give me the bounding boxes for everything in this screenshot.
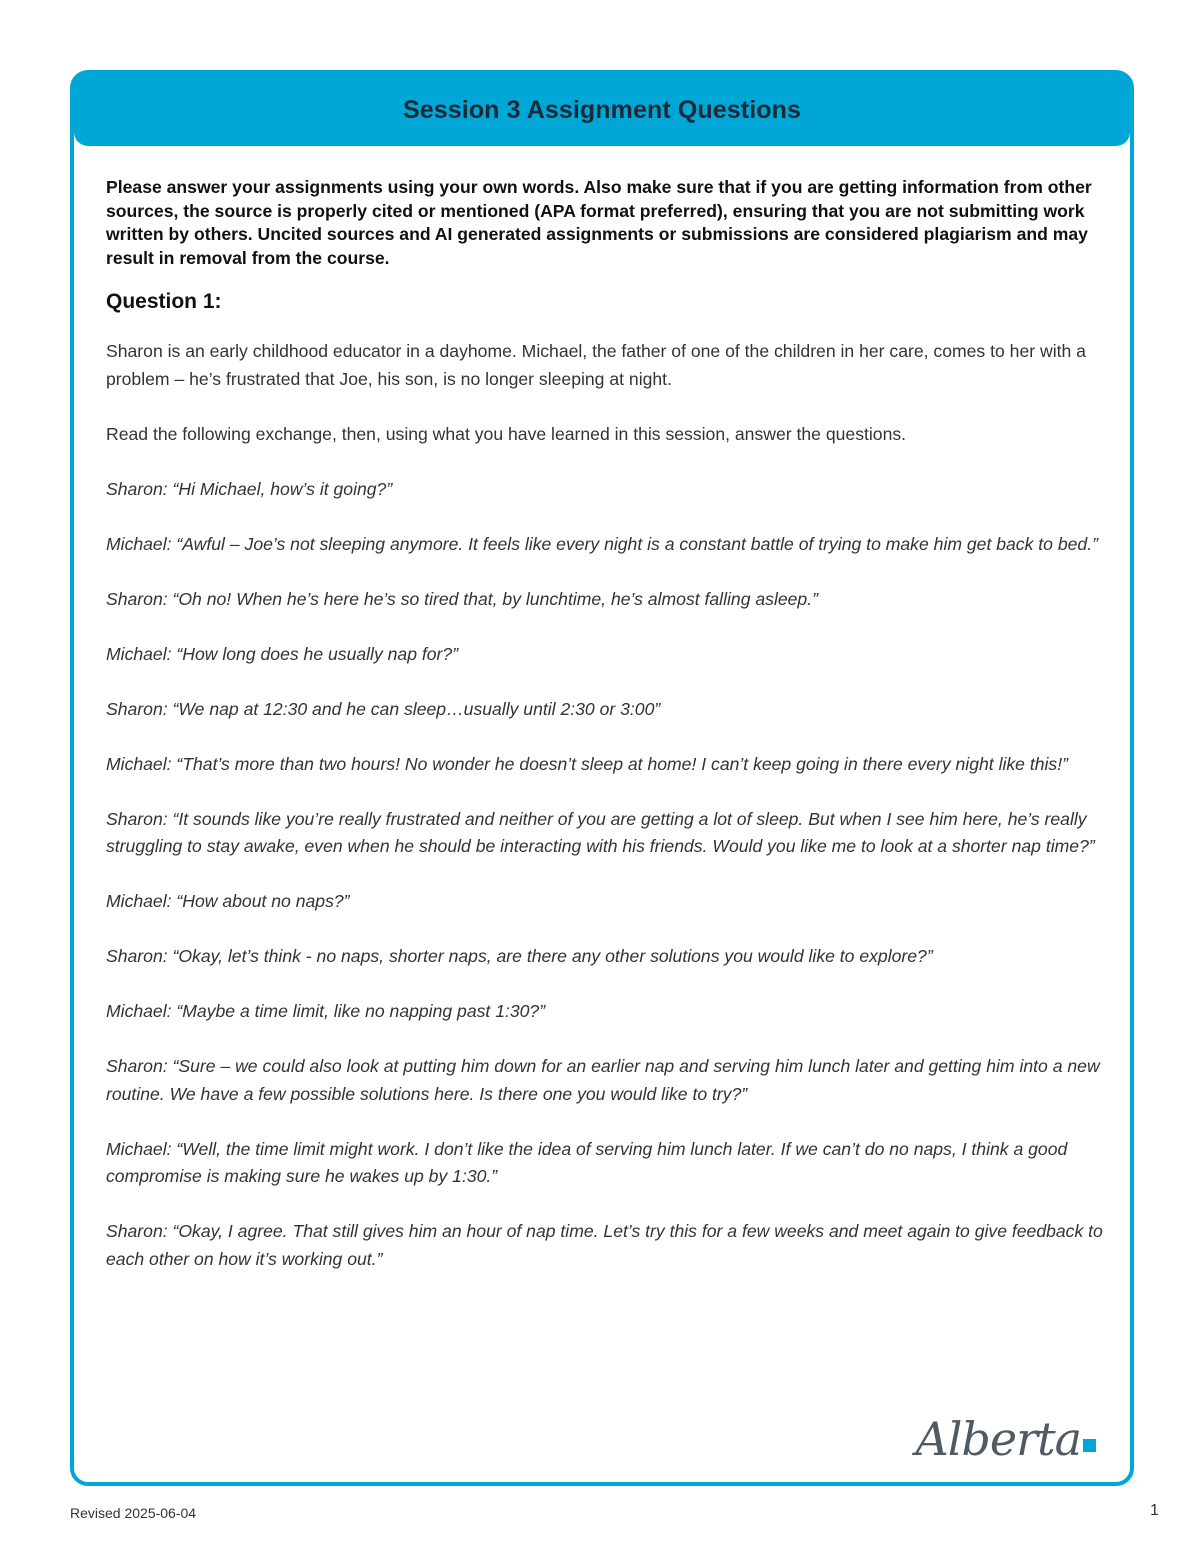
page-number: 1 — [1150, 1502, 1159, 1519]
question-heading: Question 1: — [106, 290, 222, 313]
dialogue-line: Michael: “Well, the time limit might work. I don’t like the idea of serving him lunch later. If we can’t do no naps, I think a good compromise is making sure he wakes up by 1:30.” — [106, 1138, 1068, 1186]
dialogue-line: Michael: “How long does he usually nap for?” — [106, 643, 459, 664]
dialogue-line: Sharon: “Hi Michael, how’s it going?” — [106, 478, 393, 499]
dialogue-line: Sharon: “Okay, let’s think - no naps, shorter naps, are there any other solutions you would like to explore?” — [106, 946, 933, 966]
dialogue-line: Michael: “How about no naps?” — [106, 891, 350, 911]
dialogue-line: Michael: “That’s more than two hours! No wonder he doesn’t sleep at home! I can’t keep going in there every night like this!” — [106, 753, 1068, 774]
dialogue-line: Sharon: “Sure – we could also look at putting him down for an earlier nap and serving him lunch later and getting him into a new routine. We have a few possible solutions here. Is there one you would like to try?” — [106, 1056, 1100, 1104]
logo-square-icon — [1083, 1439, 1096, 1452]
page-title: Session 3 Assignment Questions — [402, 95, 801, 124]
dialogue-line: Sharon: “We nap at 12:30 and he can sleep…usually until 2:30 or 3:00” — [106, 698, 661, 719]
revised-date: Revised 2025-06-04 — [70, 1505, 197, 1521]
dialogue-line: Michael: “Awful – Joe’s not sleeping anymore. It feels like every night is a constant battle of trying to make him get back to bed.” — [106, 533, 1098, 554]
content-area — [106, 176, 1106, 1301]
plagiarism-notice: Please answer your assignments using your own words. Also make sure that if you are getting information from other sources, the source is properly cited or mentioned (APA format preferred), ensuring that you are not submitting work written by others. Uncited sources and AI generated assignments or submissions are considered plagiarism and may result in removal from the course. — [106, 177, 1092, 268]
question-instruction: Read the following exchange, then, using what you have learned in this session, answer the questions. — [106, 423, 907, 444]
question-intro: Sharon is an early childhood educator in a dayhome. Michael, the father of one of the children in her care, comes to her with a problem – he’s frustrated that Joe, his son, is no longer sleeping at night. — [106, 341, 1086, 389]
alberta-logo — [915, 1412, 1097, 1466]
dialogue-line: Michael: “Maybe a time limit, like no napping past 1:30?” — [106, 1001, 546, 1021]
dialogue-line: Sharon: “Oh no! When he’s here he’s so tired that, by lunchtime, he’s almost falling asleep.” — [106, 588, 818, 609]
assignment-frame — [70, 70, 1134, 1486]
header-band — [74, 74, 1130, 146]
alberta-logo-wordmark: Alberta — [915, 1412, 1081, 1466]
dialogue-line: Sharon: “Okay, I agree. That still gives him an hour of nap time. Let’s try this for a few weeks and meet again to give feedback to each other on how it’s working out.” — [106, 1221, 1103, 1269]
dialogue-line: Sharon: “It sounds like you’re really frustrated and neither of you are getting a lot of sleep. But when I see him here, he’s really struggling to stay awake, even when he should be interacting with his friends. Would you like me to look at a shorter nap time?” — [106, 808, 1095, 856]
